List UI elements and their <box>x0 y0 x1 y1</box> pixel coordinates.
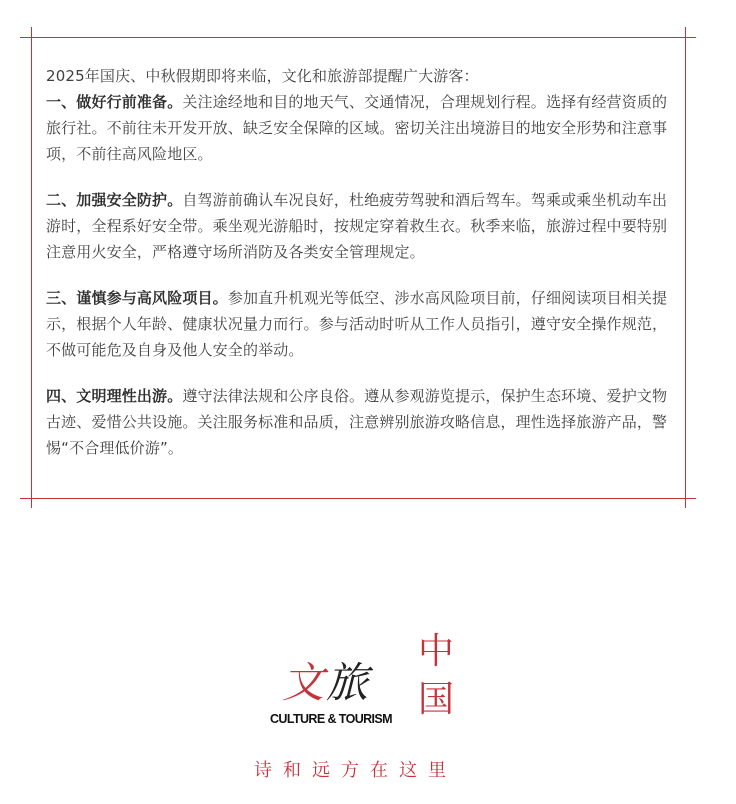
section-heading: 四、文明理性出游。 <box>46 387 183 405</box>
section-body: 关注途经地和目的地天气、交通情况，合理规划行程。选择有经营资质的旅行社。不前往未开发开放、缺乏安全保障的区域。密切关注出境游目的地安全形势和注意事项，不前往高风险地区。 <box>46 93 668 163</box>
notice-section-2 <box>46 187 671 265</box>
logo-lv-character: 旅 <box>326 658 371 707</box>
culture-tourism-logo <box>270 628 470 760</box>
section-body: 参加直升机观光等低空、涉水高风险项目前，仔细阅读项目相关提示，根据个人年龄、健康状况量力而行。参与活动时听从工作人员指引，遵守安全操作规范，不做可能危及自身及他人安全的举动。 <box>46 289 668 359</box>
section-heading: 一、做好行前准备。 <box>46 93 183 111</box>
section-heading: 三、谨慎参与高风险项目。 <box>46 289 228 307</box>
logo-english-text: CULTURE & TOURISM <box>270 712 392 726</box>
slogan: 诗和远方在这里 <box>254 760 457 781</box>
notice-section-4 <box>46 383 671 461</box>
logo-guo-character: 国 <box>417 679 454 720</box>
logo-zhongguo-mark <box>416 628 456 724</box>
frame-bottom-line <box>20 498 696 499</box>
section-body: 自驾游前确认车况良好，杜绝疲劳驾驶和酒后驾车。驾乘或乘坐机动车出游时，全程系好安全带。乘坐观光游船时，按规定穿着救生衣。秋季来临，旅游过程中要特别注意用火安全，严格遵守场所消防及各类安全管理规定。 <box>46 191 668 261</box>
frame-left-line <box>31 27 32 508</box>
notice-section-3 <box>46 285 671 363</box>
notice-intro-and-section-1 <box>46 63 671 167</box>
notice-intro: 2025年国庆、中秋假期即将来临，文化和旅游部提醒广大游客： <box>46 67 479 85</box>
section-heading: 二、加强安全防护。 <box>46 191 183 209</box>
logo-zhong-character: 中 <box>417 631 454 672</box>
logo-wenlv-mark <box>282 658 370 708</box>
travel-safety-notice <box>46 63 671 461</box>
logo-wen-character: 文 <box>282 658 327 707</box>
frame-right-line <box>685 27 686 508</box>
frame-top-line <box>20 37 696 38</box>
section-body: 遵守法律法规和公序良俗。遵从参观游览提示，保护生态环境、爱护文物古迹、爱惜公共设施。关注服务标准和品质，注意辨别旅游攻略信息，理性选择旅游产品，警惕“不合理低价游”。 <box>46 387 668 457</box>
